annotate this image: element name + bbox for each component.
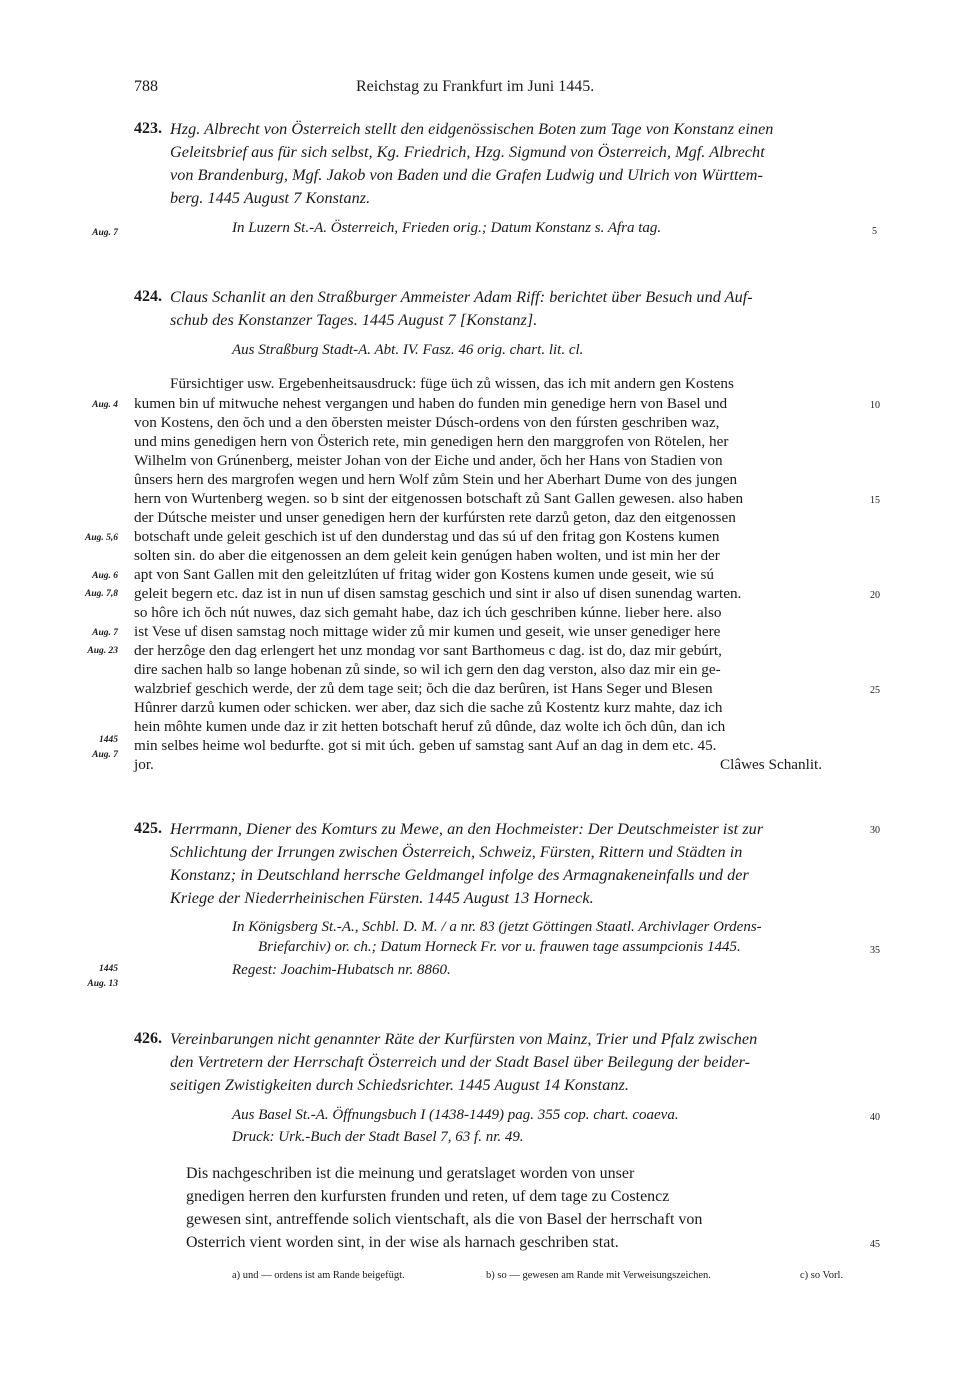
body-line: der herzôge den dag erlengert het unz mondag vor sant Barthomeus c dag. ist do, daz mir gebúrt, [134, 642, 722, 659]
regest-line: Claus Schanlit an den Straßburger Ammeister Adam Riff: berichtet über Besuch und Auf- [170, 288, 753, 306]
margin-date: 1445 [99, 735, 118, 745]
body-line: Osterrich vient worden sint, in der wise als harnach geschriben stat. [186, 1234, 619, 1251]
body-line: von Kostens, den ŏch und a den ŏbersten meister Dúsch-ordens von den fúrsten geschriben waz, [134, 414, 720, 431]
footnote: c) so Vorl. [800, 1270, 844, 1281]
body-line: botschaft unde geleit geschich ist uf den dunderstag und das sú uf den fritag gon Kostens kumen [134, 528, 720, 545]
source-line: In Königsberg St.-A., Schbl. D. M. / a nr. 83 (jetzt Göttingen Staatl. Archivlager Ordens- [232, 919, 762, 935]
body-line: min selbes heime wol bedurfte. got si mit úch. geben uf samstag sant Auf an dag in dem etc. 45. [134, 737, 717, 754]
source-line: Druck: Urk.-Buch der Stadt Basel 7, 63 f. nr. 49. [232, 1129, 524, 1145]
regest-line: Hzg. Albrecht von Österreich stellt den eidgenössischen Boten zum Tage von Konstanz einen [170, 120, 774, 138]
line-number: 30 [870, 825, 880, 836]
entry-number: 426. [134, 1030, 162, 1047]
body-line: gnedigen herren den kurfursten frunden und reten, uf dem tage zu Costencz [186, 1188, 670, 1205]
regest-line: den Vertretern der Herrschaft Österreich und der Stadt Basel über Beilegung der beider- [170, 1053, 751, 1071]
margin-date: Aug. 6 [92, 571, 118, 581]
regest-line: Schlichtung der Irrungen zwischen Österreich, Schweiz, Fürsten, Rittern und Städten in [170, 843, 743, 861]
body-line: geleit begern etc. daz ist in nun uf disen samstag geschich und sint ir also uf disen sunendag warten. [134, 585, 742, 602]
line-number: 35 [870, 945, 880, 956]
margin-date: Aug. 5,6 [85, 533, 118, 543]
regest-line: von Brandenburg, Mgf. Jakob von Baden und die Grafen Ludwig und Ulrich von Württem- [170, 166, 763, 184]
source-line: Regest: Joachim-Hubatsch nr. 8860. [232, 962, 451, 978]
footnote: b) so — gewesen am Rande mit Verweisungszeichen. [486, 1270, 711, 1281]
body-line: apt von Sant Gallen mit den geleitzlúten uf fritag wider gon Kostens kumen unde geseit, wie sú [134, 566, 714, 583]
footnote: a) und — ordens ist am Rande beigefügt. [232, 1270, 405, 1281]
line-number: 20 [870, 590, 880, 601]
line-number: 10 [870, 400, 880, 411]
body-line: Dis nachgeschriben ist die meinung und geratslaget worden von unser [186, 1165, 635, 1182]
body-line: dire sachen halb so lange hobenan zů sinde, so wil ich gern den dag verston, also daz mir ein ge- [134, 661, 721, 678]
entry-number: 423. [134, 120, 162, 137]
body-line: solten sin. do aber die eitgenossen an dem geleit kein genúgen haben wolten, und ist min her der [134, 547, 720, 564]
signature: Clâwes Schanlit. [720, 756, 823, 773]
page-number: 788 [134, 78, 158, 95]
source-line: In Luzern St.-A. Österreich, Frieden orig.; Datum Konstanz s. Afra tag. [232, 220, 662, 236]
body-line: hern von Wurtenberg wegen. so b sint der eitgenossen botschaft zů Sant Gallen gewesen. also haben [134, 490, 744, 507]
entry-number: 424. [134, 288, 162, 305]
body-line: Hûnrer darzů kumen oder schicken. wer aber, daz sich die sache zů Kostentz kurz mahte, daz ich [134, 699, 723, 716]
body-line: Fürsichtiger usw. Ergebenheitsausdruck: füge üch zů wissen, das ich mit andern gen Kostens [170, 375, 734, 392]
line-number: 45 [870, 1239, 880, 1250]
body-line: hein môhte kumen unde daz ir zit hetten botschaft heruf zů dûnde, daz wolte ich ŏch dûn, dan ich [134, 718, 726, 735]
regest-line: seitigen Zwistigkeiten durch Schiedsrichter. 1445 August 14 Konstanz. [170, 1076, 629, 1094]
line-number: 25 [870, 685, 880, 696]
body-line: jor. [134, 756, 154, 773]
body-line: Wilhelm von Grúnenberg, meister Johan von der Eiche und ander, ŏch her Hans von Stadien von [134, 452, 723, 469]
margin-date: Aug. 23 [87, 646, 118, 656]
running-title: Reichstag zu Frankfurt im Juni 1445. [356, 78, 595, 95]
margin-date: Aug. 4 [92, 400, 118, 410]
source-line: Aus Straßburg Stadt-A. Abt. IV. Fasz. 46 orig. chart. lit. cl. [232, 342, 584, 358]
line-number: 15 [870, 495, 880, 506]
source-line: Aus Basel St.-A. Öffnungsbuch I (1438-1449) pag. 355 cop. chart. coaeva. [232, 1107, 679, 1123]
regest-line: Vereinbarungen nicht genannter Räte der Kurfürsten von Mainz, Trier und Pfalz zwischen [170, 1030, 758, 1048]
body-line: und mins genedigen hern von Österich rete, min genedigen hern den marggrofen von Rötelen, her [134, 433, 729, 450]
body-line: so hôre ich ŏch nút nuwes, daz sich gemaht habe, daz ich úch geschriben kúnne. lieber here. also [134, 604, 722, 621]
regest-line: schub des Konstanzer Tages. 1445 August 7 [Konstanz]. [170, 311, 538, 329]
entry-number: 425. [134, 820, 162, 837]
regest-line: Kriege der Niederrheinischen Fürsten. 1445 August 13 Horneck. [170, 889, 594, 907]
line-number: 40 [870, 1112, 880, 1123]
body-line: kumen bin uf mitwuche nehest vergangen und haben do funden min genedige hern von Basel und [134, 395, 728, 412]
body-line: ûnsers hern des margrofen wegen und hern Wolf zům Stein und her Aberhart Dume von des jungen [134, 471, 738, 488]
regest-line: Geleitsbrief aus für sich selbst, Kg. Friedrich, Hzg. Sigmund von Österreich, Mgf. Albrecht [170, 143, 765, 161]
margin-date: Aug. 7 [92, 628, 118, 638]
source-line: Briefarchiv) or. ch.; Datum Horneck Fr. vor u. frauwen tage assumpcionis 1445. [258, 939, 741, 955]
regest-line: berg. 1445 August 7 Konstanz. [170, 189, 371, 207]
body-line: walzbrief geschich werde, der zů dem tage seit; ŏch die daz berûren, ist Hans Seger und Blesen [134, 680, 713, 697]
body-line: der Dútsche meister und unser genedigen hern der kurfúrsten rete darzů geton, daz den eitgenossen [134, 509, 736, 526]
margin-date: Aug. 13 [87, 979, 118, 989]
margin-date: 1445 [99, 964, 118, 974]
margin-date: Aug. 7 [92, 750, 118, 760]
body-line: gewesen sint, antreffende solich vientschaft, als die von Basel der herrschaft von [186, 1211, 703, 1228]
line-number: 5 [872, 226, 877, 237]
regest-line: Konstanz; in Deutschland herrsche Geldmangel infolge des Armagnakeneinfalls und der [170, 866, 749, 884]
regest-line: Herrmann, Diener des Komturs zu Mewe, an den Hochmeister: Der Deutschmeister ist zur [170, 820, 764, 838]
body-line: ist Vese uf disen samstag noch mittage wider zů mir kumen und geseit, wie unser genediger here [134, 623, 721, 640]
margin-date: Aug. 7 [92, 228, 118, 238]
margin-date: Aug. 7,8 [85, 589, 118, 599]
